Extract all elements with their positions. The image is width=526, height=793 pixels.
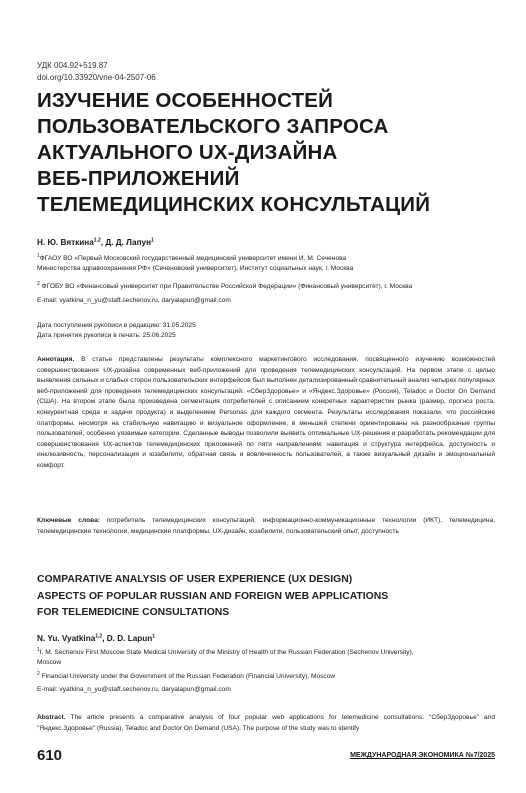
author-1-affil: 1,2	[93, 237, 101, 244]
udk-code: УДК 004.92+519.87	[37, 61, 108, 70]
title-ru-line: ВЕБ-ПРИЛОЖЕНИЙ	[37, 167, 240, 190]
authors-russian	[37, 238, 154, 247]
affil-text: Министерства здравоохранения РФ» (Сеченовский университет), Институт социальных наук, г. Москва	[37, 264, 354, 272]
email-english[interactable]: E-mail: vyatkina_n_yu@staff.sechenov.ru, daryalapun@gmail.com	[37, 686, 231, 693]
affil-text: Moscow	[37, 658, 62, 666]
title-en-line: FOR TELEMEDICINE CONSULTATIONS	[37, 607, 230, 618]
keywords-russian	[37, 516, 495, 537]
affil-marker: 1	[37, 252, 40, 259]
affil-text: ФГАОУ ВО «Первый Московский государственный медицинский университет имени И. М. Сеченова	[39, 255, 347, 262]
title-ru-line: ТЕЛЕМЕДИЦИНСКИХ КОНСУЛЬТАЦИЙ	[37, 193, 431, 216]
title-ru-line: ИЗУЧЕНИЕ ОСОБЕННОСТЕЙ	[37, 89, 334, 112]
title-en-line: COMPARATIVE ANALYSIS OF USER EXPERIENCE (UX DESIGN)	[37, 574, 353, 585]
title-ru-line: ПОЛЬЗОВАТЕЛЬСКОГО ЗАПРОСА	[37, 115, 389, 138]
affil-marker: 2	[37, 670, 40, 677]
title-russian	[37, 88, 495, 218]
author-1-name: N. Yu. Vyatkina	[37, 634, 96, 643]
abstract-text: The article presents a comparative analysis of four popular web applications for telemedicine consultations: "СберЗдоровье" and "Яндекс.Здоровье" (Russia), Teladoc and Doctor On Demand (USA). The purpose of the study was to identify	[37, 714, 495, 732]
keywords-label: Ключевые слова:	[37, 517, 100, 524]
author-2-name: D. D. Lapun	[106, 634, 153, 643]
email-russian[interactable]: E-mail: vyatkina_n_yu@staff.sechenov.ru, daryalapun@gmail.com	[37, 297, 231, 304]
manuscript-dates	[37, 321, 196, 341]
date-received: Дата поступления рукописи в редакцию: 31.05.2025	[37, 322, 196, 329]
author-2-affil: 1	[152, 633, 156, 640]
affil-marker: 2	[37, 280, 40, 287]
journal-name: МЕЖДУНАРОДНАЯ ЭКОНОМИКА №7/2025	[350, 752, 495, 759]
affil-marker: 1	[37, 646, 40, 653]
keywords-text: потребитель телемедицинских консультаций, информационно-коммуникационные технологии (ИКТ), телемедицина, телемедицинские технологии, медицинские платформы, UX-дизайн, юзабилити, пользовательский опыт, доступность	[37, 517, 495, 535]
affiliation-1-english	[37, 648, 495, 667]
title-english	[37, 572, 495, 622]
author-sep: ,	[100, 238, 106, 247]
authors-english	[37, 634, 155, 643]
author-2-affil: 1	[151, 237, 154, 244]
abstract-label: Аннотация.	[37, 356, 75, 363]
abstract-english	[37, 713, 495, 734]
author-sep: ,	[102, 634, 107, 643]
abstract-text: В статье представлены результаты комплексного маркетингового исследования, посвященного изучению возможностей совершенствования UX-дизайна современных веб-приложений для проведения телемедицинских консультаций. На первом этапе с целью выявления сильных и слабых сторон пользовательских интерфейсов был выполнен детализированный сравнительный анализ четырех популярных веб-приложений для проведения телемедицинских консультаций: «СберЗдоровье» и «Яндекс.Здоровье» (Россия), Teladoc и Doctor On Demand (США). На втором этапе была произведена сегментация потребителей с описанием конкретных характеристик рынка (размер, прогноз роста, конкурентная среда и задачи продукта) и выделением Personas для каждого сегмента. Результаты исследования показали, что российские платформы, несмотря на стабильную навигацию и визуальное оформление, в меньшей степени ориентированы на разнообразные группы пользователей, особенно уязвимые категории. Сделанные выводы позволили выявить оптимальные UX-решения и разработать рекомендации для совершенствования UX-аспектов телемедицинских приложений по пяти направлениям: навигация и структура интерфейса, доступность и инклюзивность, персонализация и юзабилити, обратная связь и вовлеченность пользователей, а также визуальный дизайн и эмоциональный комфорт.	[37, 356, 495, 469]
affiliation-2-russian	[37, 282, 495, 292]
affil-text: ФГОБУ ВО «Финансовый университет при Правительстве Российской Федерации» (Финансовый университет), г. Москва	[39, 283, 413, 290]
abstract-russian	[37, 355, 495, 472]
affil-text: I. M. Sechenov First Moscow State Medical University of the Ministry of Health of the Russian Federation (Sechenov University),	[39, 649, 414, 656]
affiliation-2-english	[37, 672, 495, 682]
affiliation-1-russian	[37, 254, 495, 273]
abstract-label: Abstract.	[37, 714, 66, 721]
author-2-name: Д. Д. Лапун	[105, 238, 152, 247]
title-ru-line: АКТУАЛЬНОГО UX-ДИЗАЙНА	[37, 141, 338, 164]
affil-text: Financial University under the Government of the Russian Federation (Financial University), Moscow	[39, 673, 336, 680]
doi-link[interactable]: doi.org/10.33920/vne-04-2507-06	[37, 73, 156, 82]
author-1-affil: 1,2	[95, 633, 103, 640]
title-en-line: ASPECTS OF POPULAR RUSSIAN AND FOREIGN WEB APPLICATIONS	[37, 590, 389, 602]
page-number: 610	[37, 747, 63, 764]
author-1-name: Н. Ю. Вяткина	[37, 238, 94, 247]
date-accepted: Дата принятия рукописи в печать: 25.06.2025	[37, 332, 176, 339]
